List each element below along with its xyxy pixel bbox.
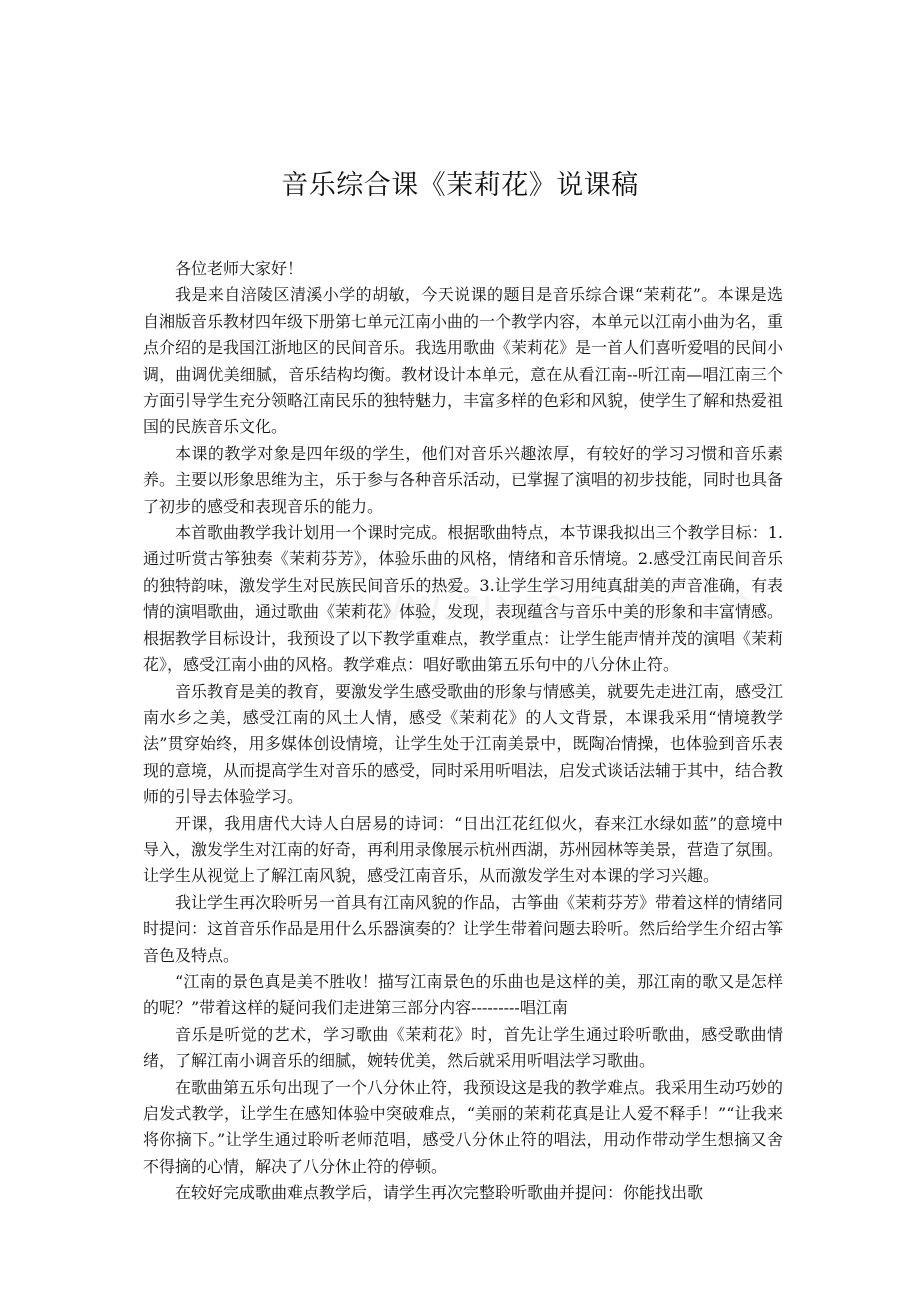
paragraph-opening: 开课，我用唐代大诗人白居易的诗词：“日出江花红似火，春来江水绿如蓝”的意境中导入，激发学生对江南的好奇，再利用录像展示杭州西湖，苏州园林等美景，营造了氛围。让学生从视觉上了解江南风貌，感受江南音乐，从而激发学生对本课的学习兴趣。	[143, 813, 784, 886]
document-title: 音乐综合课《茉莉花》说课稿	[281, 170, 639, 201]
paragraph-guzheng: 我让学生再次聆听另一首具有江南风貌的作品，古筝曲《茉莉芬芳》带着这样的情绪同时提问：这首音乐作品是用什么乐器演奏的？让学生带着问题去聆听。然后给学生介绍古筝音色及特点。	[143, 892, 784, 965]
paragraph-introduction: 我是来自涪陵区清溪小学的胡敏，今天说课的题目是音乐综合课“茉莉花”。本课是选自湘版音乐教材四年级下册第七单元江南小曲的一个教学内容，本单元以江南小曲为名，重点介绍的是我国江浙地区的民间音乐。我选用歌曲《茉莉花》是一首人们喜听爱唱的民间小调，曲调优美细腻，音乐结构均衡。教材设计本单元，意在从看江南--听江南—唱江南三个方面引导学生充分领略江南民乐的独特魅力，丰富多样的色彩和风貌，使学生了解和热爱祖国的民族音乐文化。	[143, 285, 784, 437]
paragraph-method: 音乐教育是美的教育，要激发学生感受歌曲的形象与情感美，就要先走进江南，感受江南水乡之美，感受江南的风土人情，感受《茉莉花》的人文背景，本课我采用“情境教学法”贯穿始终，用多媒体创设情境，让学生处于江南美景中，既陶冶情操，也体验到音乐表现的意境，从而提高学生对音乐的感受，同时采用听唱法，启发式谈话法辅于其中，结合教师的引导去体验学习。	[143, 681, 784, 807]
paragraph-transition: “江南的景色真是美不胜收！描写江南景色的乐曲也是这样的美，那江南的歌又是怎样的呢？”带着这样的疑问我们走进第三部分内容---------唱江南	[143, 971, 783, 1018]
document-body	[143, 256, 783, 1207]
paragraph-students: 本课的教学对象是四年级的学生，他们对音乐兴趣浓厚，有较好的学习习惯和音乐素养。主要以形象思维为主，乐于参与各种音乐活动，已掌握了演唱的初步技能，同时也具备了初步的感受和表现音乐的能力。	[143, 443, 784, 516]
paragraph-greeting: 各位老师大家好！	[175, 259, 304, 278]
paragraph-listening: 音乐是听觉的艺术，学习歌曲《茉莉花》时，首先让学生通过聆听歌曲，感受歌曲情绪，了解江南小调音乐的细腻，婉转优美，然后就采用听唱法学习歌曲。	[143, 1024, 783, 1071]
paragraph-difficulty: 在歌曲第五乐句出现了一个八分休止符，我预设这是我的教学难点。我采用生动巧妙的启发式教学，让学生在感知体验中突破难点，“美丽的茉莉花真是让人爱不释手！”“让我来将你摘下。”让学生通过聆听老师范唱，感受八分休止符的唱法，用动作带动学生想摘又舍不得摘的心情，解决了八分休止符的停顿。	[143, 1077, 784, 1176]
paragraph-objectives: 本首歌曲教学我计划用一个课时完成。根据歌曲特点，本节课我拟出三个教学目标：1.通过听赏古筝独奏《茉莉芬芳》，体验乐曲的风格，情绪和音乐情境。2.感受江南民间音乐的独特韵味，激发学生对民族民间音乐的热爱。3.让学生学习用纯真甜美的声音准确，有表情的演唱歌曲，通过歌曲《茉莉花》体验，发现，表现蕴含与音乐中美的形象和丰富情感。根据教学目标设计，我预设了以下教学重难点，教学重点：让学生能声情并茂的演唱《茉莉花》，感受江南小曲的风格。教学难点：唱好歌曲第五乐句中的八分休止符。	[143, 523, 784, 675]
paragraph-review: 在较好完成歌曲难点教学后，请学生再次完整聆听歌曲并提问：你能找出歌	[175, 1183, 704, 1203]
